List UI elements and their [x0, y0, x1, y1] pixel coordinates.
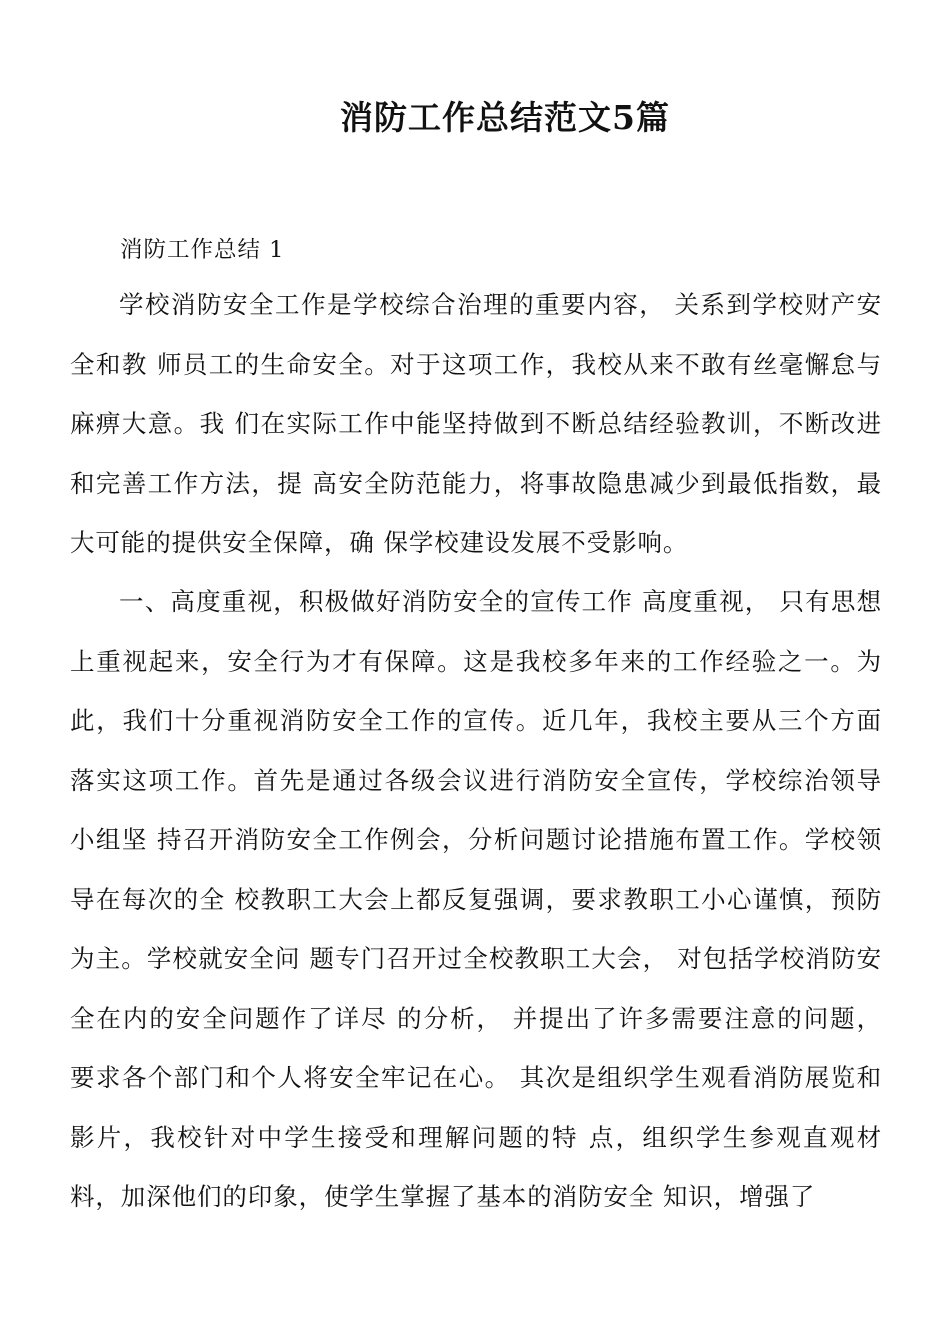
document-title: 消防工作总结范文5篇	[340, 98, 670, 137]
section-heading: 消防工作总结 1	[120, 237, 285, 263]
body-paragraph: 一、高度重视，积极做好消防安全的宣传工作 高度重视， 只有思想上重视起来，安全行为才有保障。这是我校多年来的工作经验之一。为此，我们十分重视消防安全工作的宣传。近几年，我校主要从三个方面 落实这项工作。首先是通过各级会议进行消防安全宣传，学校综治领导小组坚 持召开消防安全工作例会，分析问题讨论措施布置工作。学校领导在每次的全 校教职工大会上都反复强调，要求教职工小心谨慎，预防为主。学校就安全问 题专门召开过全校教职工大会， 对包括学校消防安全在内的安全问题作了详尽 的分析， 并提出了许多需要注意的问题， 要求各个部门和个人将安全牢记在心。 其次是组织学生观看消防展览和影片，我校针对中学生接受和理解问题的特 点，组织学生参观直观材料，加深他们的印象，使学生掌握了基本的消防安全 知识，增强了	[70, 587, 882, 1211]
body-paragraph: 学校消防安全工作是学校综合治理的重要内容， 关系到学校财产安全和教 师员工的生命安全。对于这项工作，我校从来不敢有丝毫懈怠与麻痹大意。我 们在实际工作中能坚持做到不断总结经验教训，不断改进和完善工作方法，提 高安全防范能力，将事故隐患减少到最低指数，最大可能的提供安全保障，确 保学校建设发展不受影响。	[70, 290, 882, 557]
